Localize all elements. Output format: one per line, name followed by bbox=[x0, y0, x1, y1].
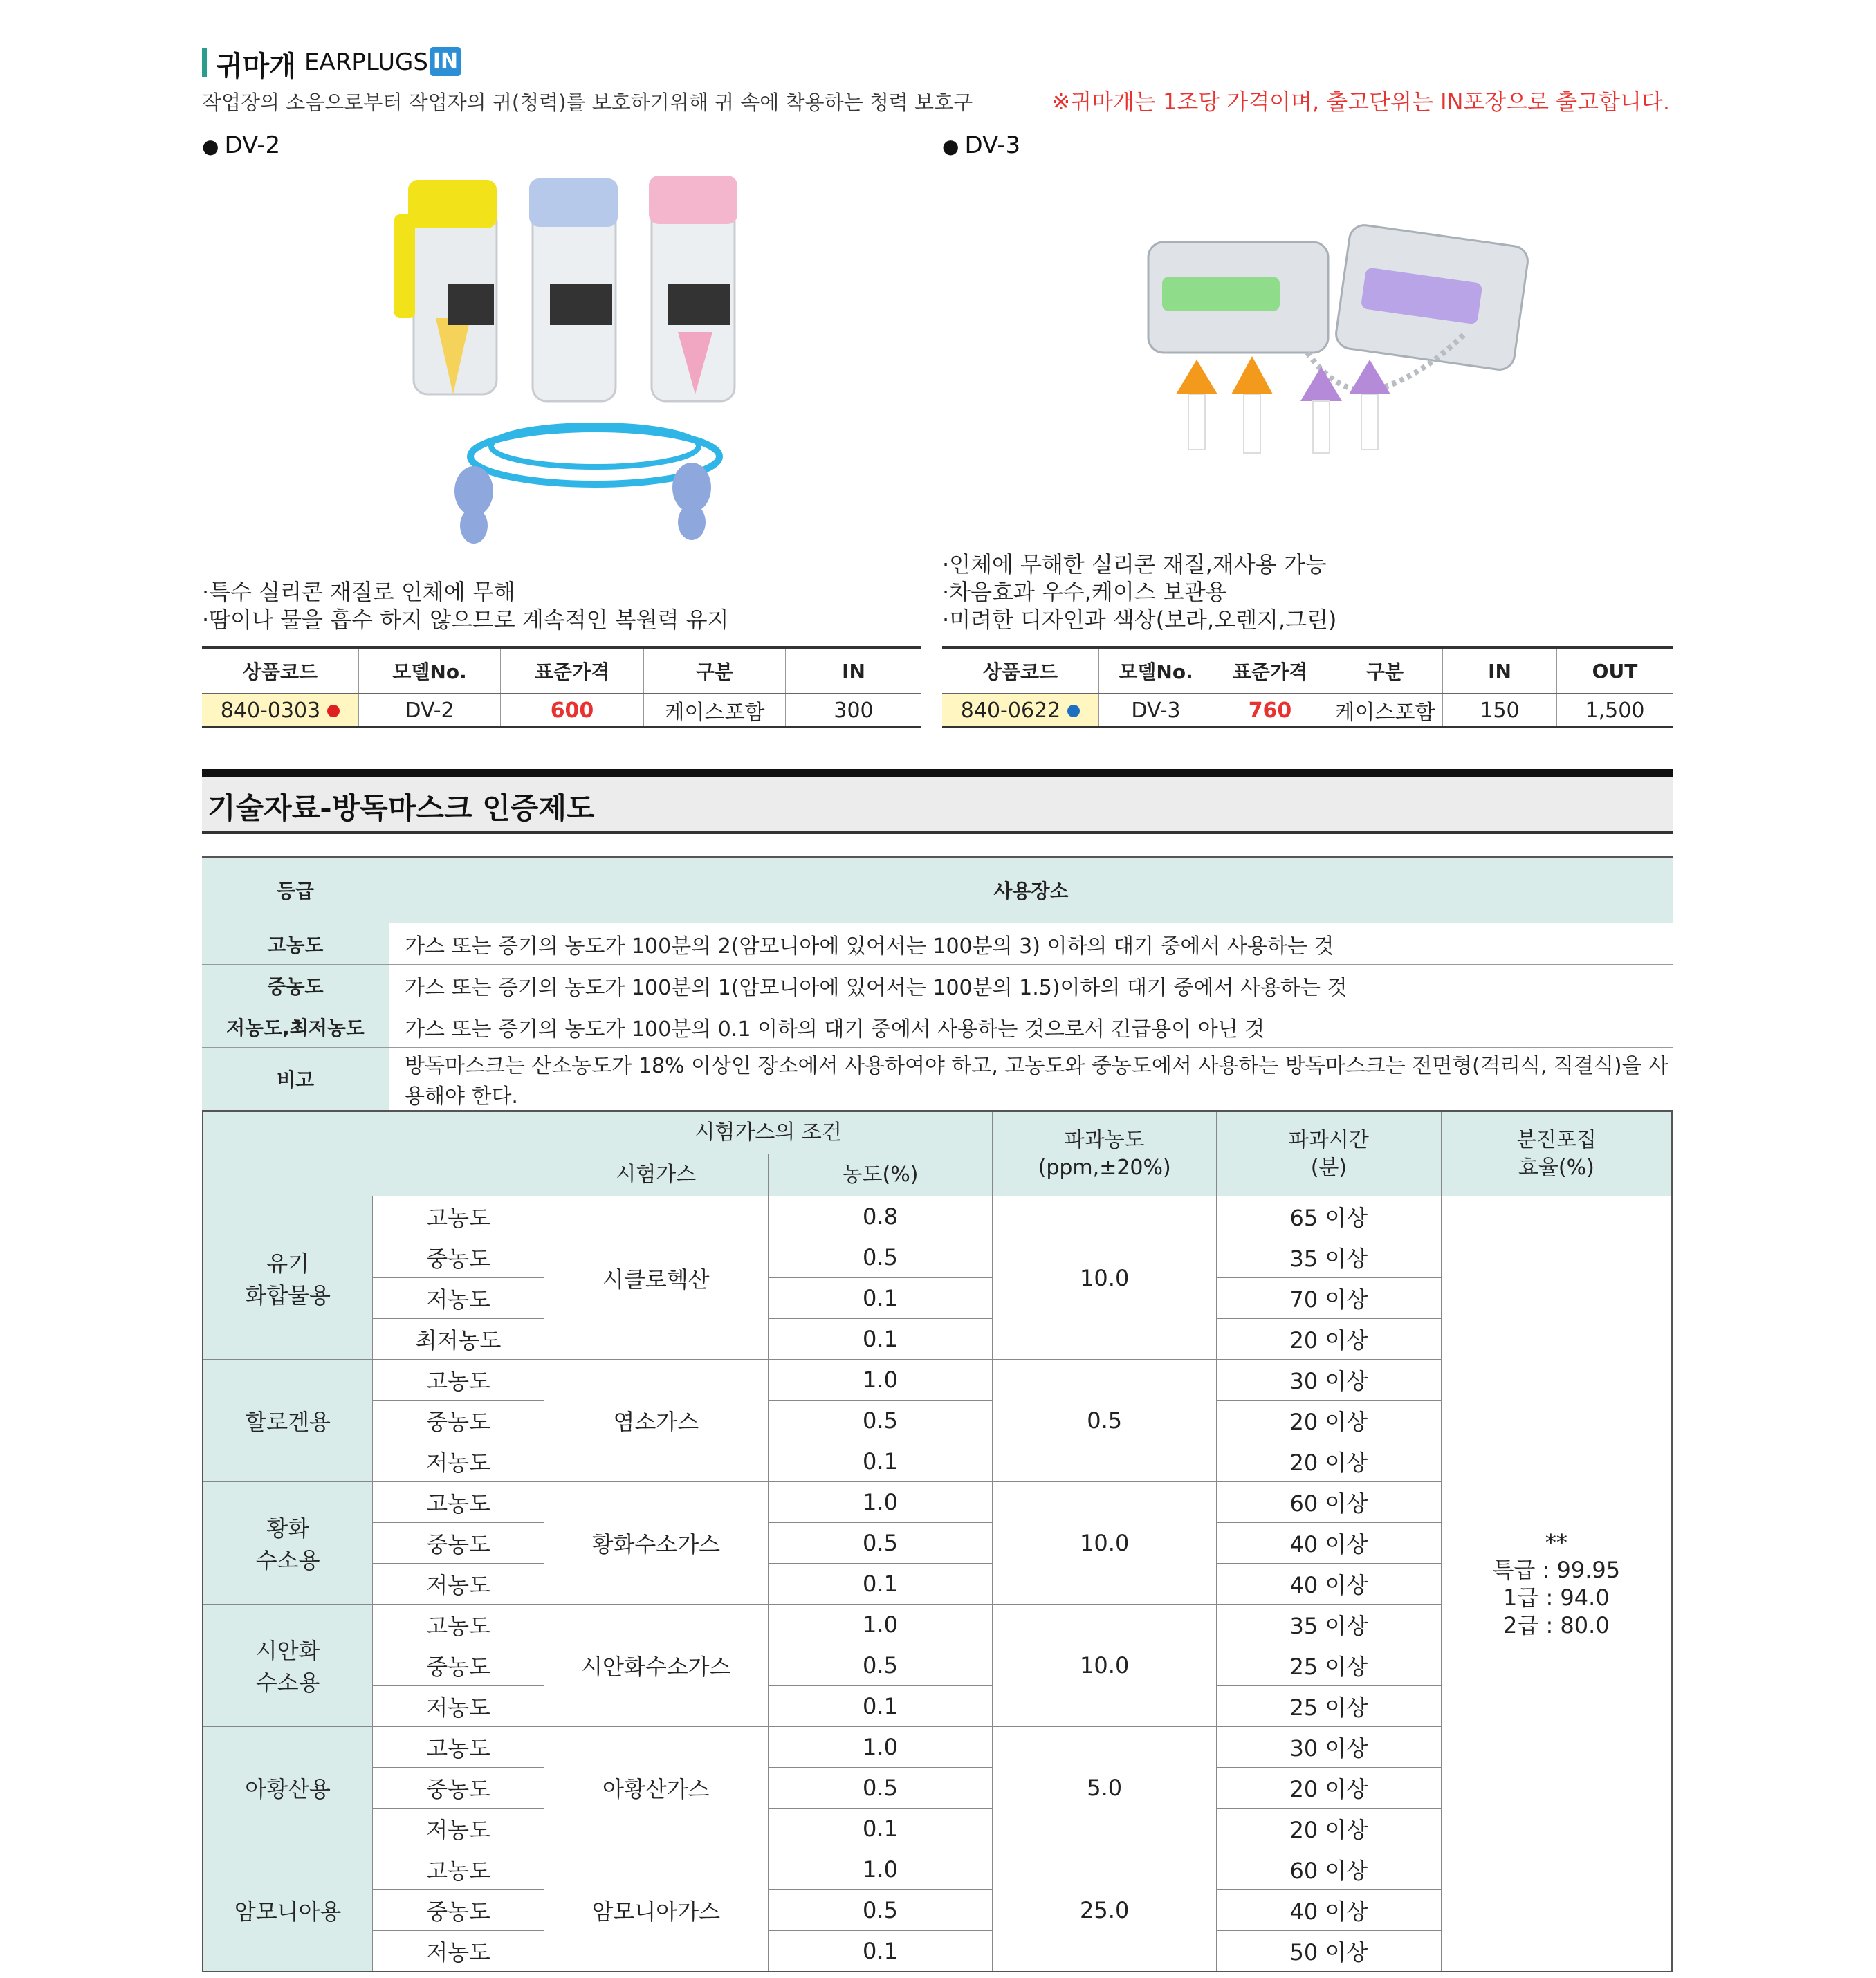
time-cell: 70 이상 bbox=[1217, 1278, 1442, 1319]
table-row bbox=[203, 1196, 1672, 1237]
page-title: 귀마개 bbox=[216, 50, 296, 82]
blue-case-cap bbox=[529, 178, 618, 227]
col-header-usage: 사용장소 bbox=[389, 857, 1673, 923]
time-cell: 20 이상 bbox=[1217, 1768, 1442, 1809]
time-cell: 20 이상 bbox=[1217, 1401, 1442, 1441]
in-cell: 150 bbox=[1443, 694, 1557, 728]
table-row bbox=[202, 1006, 1673, 1048]
conc-cell: 0.1 bbox=[768, 1931, 993, 1972]
conc-cell: 1.0 bbox=[768, 1482, 993, 1523]
col-header: 모델No. bbox=[359, 647, 501, 694]
usage-cell: 가스 또는 증기의 농도가 100분의 0.1 이하의 대기 중에서 사용하는 것으로서 긴급용이 아닌 것 bbox=[389, 1006, 1673, 1048]
time-cell: 65 이상 bbox=[1217, 1196, 1442, 1237]
usage-cell: 방독마스크는 산소농도가 18% 이상인 장소에서 사용하여야 하고, 고농도와 중농도에서 사용하는 방독마스크는 전면형(격리식, 직결식)을 사용해야 한다. bbox=[389, 1048, 1673, 1111]
col-header: OUT bbox=[1557, 647, 1673, 694]
col-header: IN bbox=[1443, 647, 1557, 694]
feature-line: ·인체에 무해한 실리콘 재질,재사용 가능 bbox=[942, 551, 1327, 577]
product-code: 840-0303 bbox=[220, 698, 321, 723]
model-cell: DV-2 bbox=[359, 694, 501, 728]
conc-cell: 0.1 bbox=[768, 1809, 993, 1849]
price-cell: 760 bbox=[1213, 694, 1327, 728]
section-top-bar bbox=[202, 769, 1673, 777]
grade-cell: 저농도,최저농도 bbox=[202, 1006, 389, 1048]
grade-cell: 중농도 bbox=[202, 965, 389, 1006]
level-cell: 고농도 bbox=[373, 1727, 544, 1768]
in-cell: 300 bbox=[786, 694, 922, 728]
conc-cell: 1.0 bbox=[768, 1605, 993, 1645]
bullet-icon: ● bbox=[202, 135, 219, 158]
grade-cell: 고농도 bbox=[202, 923, 389, 965]
grade-table bbox=[202, 856, 1673, 1111]
model-label-text: DV-3 bbox=[964, 131, 1021, 159]
table-row bbox=[202, 694, 921, 728]
time-cell: 60 이상 bbox=[1217, 1482, 1442, 1523]
level-cell: 저농도 bbox=[373, 1564, 544, 1605]
time-cell: 60 이상 bbox=[1217, 1849, 1442, 1890]
gas-cell: 시안화수소가스 bbox=[544, 1605, 768, 1727]
out-cell: 1,500 bbox=[1557, 694, 1673, 728]
level-cell: 중농도 bbox=[373, 1401, 544, 1441]
level-cell: 중농도 bbox=[373, 1645, 544, 1686]
col-header-gas: 시험가스 bbox=[544, 1154, 768, 1196]
time-cell: 30 이상 bbox=[1217, 1360, 1442, 1401]
usage-cell: 가스 또는 증기의 농도가 100분의 1(암모니아에 있어서는 100분의 1.5)이하의 대기 중에서 사용하는 것 bbox=[389, 965, 1673, 1006]
category-cell: 황화 수소용 bbox=[203, 1482, 373, 1605]
ppm-cell: 10.0 bbox=[993, 1482, 1217, 1605]
test-gas-table bbox=[202, 1111, 1673, 1972]
ppm-cell: 0.5 bbox=[993, 1360, 1217, 1482]
conc-cell: 0.5 bbox=[768, 1645, 993, 1686]
level-cell: 중농도 bbox=[373, 1768, 544, 1809]
dv3-features bbox=[942, 551, 1336, 634]
table-row bbox=[202, 965, 1673, 1006]
col-header: 구분 bbox=[1327, 647, 1443, 694]
conc-cell: 0.5 bbox=[768, 1768, 993, 1809]
conc-cell: 0.1 bbox=[768, 1441, 993, 1482]
category-cell: 암모니아용 bbox=[203, 1849, 373, 1972]
time-cell: 20 이상 bbox=[1217, 1809, 1442, 1849]
category-cell: 유기 화합물용 bbox=[203, 1196, 373, 1360]
time-cell: 40 이상 bbox=[1217, 1523, 1442, 1564]
dust-efficiency-cell: ** 특급 : 99.95 1급 : 94.0 2급 : 80.0 bbox=[1441, 1196, 1672, 1972]
time-cell: 35 이상 bbox=[1217, 1237, 1442, 1278]
time-cell: 20 이상 bbox=[1217, 1319, 1442, 1360]
in-badge: IN bbox=[430, 47, 461, 76]
level-cell: 저농도 bbox=[373, 1931, 544, 1972]
gas-cell: 시클로헥산 bbox=[544, 1196, 768, 1360]
level-cell: 최저농도 bbox=[373, 1319, 544, 1360]
col-header: 구분 bbox=[644, 647, 786, 694]
table-row bbox=[942, 694, 1673, 728]
conc-cell: 0.5 bbox=[768, 1890, 993, 1931]
product-code: 840-0622 bbox=[960, 698, 1061, 723]
yellow-case-cap bbox=[408, 180, 497, 228]
yellow-case-label bbox=[448, 284, 494, 325]
blue-dot-icon bbox=[1067, 705, 1080, 717]
col-header: 표준가격 bbox=[501, 647, 644, 694]
level-cell: 고농도 bbox=[373, 1360, 544, 1401]
category-cell: 아황산용 bbox=[203, 1727, 373, 1849]
level-cell: 고농도 bbox=[373, 1482, 544, 1523]
col-header: IN bbox=[786, 647, 922, 694]
gas-cell: 아황산가스 bbox=[544, 1727, 768, 1849]
ppm-cell: 10.0 bbox=[993, 1605, 1217, 1727]
level-cell: 중농도 bbox=[373, 1890, 544, 1931]
red-dot-icon bbox=[327, 705, 340, 717]
col-header-condition: 시험가스의 조건 bbox=[544, 1111, 992, 1154]
level-cell: 고농도 bbox=[373, 1849, 544, 1890]
product-code-cell bbox=[202, 694, 359, 728]
model-cell: DV-3 bbox=[1099, 694, 1213, 728]
ppm-cell: 5.0 bbox=[993, 1727, 1217, 1849]
table-row bbox=[202, 1048, 1673, 1111]
feature-line: ·차음효과 우수,케이스 보관용 bbox=[942, 579, 1227, 605]
conc-cell: 0.5 bbox=[768, 1523, 993, 1564]
level-cell: 중농도 bbox=[373, 1523, 544, 1564]
dv3-product-photo bbox=[1134, 221, 1563, 498]
dv2-product-photo bbox=[394, 166, 754, 553]
bullet-icon: ● bbox=[942, 135, 959, 158]
dv3-product-table bbox=[942, 646, 1673, 728]
col-header: 표준가격 bbox=[1213, 647, 1327, 694]
product-code-cell bbox=[942, 694, 1099, 728]
col-header-breakthrough-conc: 파과농도 (ppm,±20%) bbox=[993, 1111, 1217, 1196]
conc-cell: 0.5 bbox=[768, 1401, 993, 1441]
model-label-dv3 bbox=[942, 131, 1020, 159]
level-cell: 저농도 bbox=[373, 1441, 544, 1482]
gas-cell: 암모니아가스 bbox=[544, 1849, 768, 1972]
conc-cell: 0.5 bbox=[768, 1237, 993, 1278]
table-row bbox=[202, 923, 1673, 965]
level-cell: 저농도 bbox=[373, 1809, 544, 1849]
conc-cell: 0.1 bbox=[768, 1686, 993, 1727]
page-subtitle: 작업장의 소음으로부터 작업자의 귀(청력)를 보호하기위해 귀 속에 착용하는 청력 보호구 bbox=[202, 91, 973, 114]
section-title: 기술자료-방독마스크 인증제도 bbox=[208, 791, 595, 825]
time-cell: 40 이상 bbox=[1217, 1890, 1442, 1931]
type-cell: 케이스포함 bbox=[644, 694, 786, 728]
yellow-case-clip bbox=[394, 214, 415, 318]
grade-cell: 비고 bbox=[202, 1048, 389, 1111]
feature-line: ·미려한 디자인과 색상(보라,오렌지,그린) bbox=[942, 607, 1337, 633]
blue-case-label bbox=[550, 284, 612, 325]
feature-line: ·특수 실리콘 재질로 인체에 무해 bbox=[202, 579, 515, 605]
ppm-cell: 10.0 bbox=[993, 1196, 1217, 1360]
orange-earplug-2 bbox=[1231, 356, 1273, 394]
level-cell: 중농도 bbox=[373, 1237, 544, 1278]
level-cell: 고농도 bbox=[373, 1605, 544, 1645]
conc-cell: 1.0 bbox=[768, 1849, 993, 1890]
level-cell: 저농도 bbox=[373, 1278, 544, 1319]
conc-cell: 0.1 bbox=[768, 1278, 993, 1319]
corner-header bbox=[203, 1111, 544, 1196]
conc-cell: 1.0 bbox=[768, 1727, 993, 1768]
model-label-dv2 bbox=[202, 131, 280, 159]
col-header: 상품코드 bbox=[202, 647, 359, 694]
time-cell: 25 이상 bbox=[1217, 1645, 1442, 1686]
usage-cell: 가스 또는 증기의 농도가 100분의 2(암모니아에 있어서는 100분의 3) 이하의 대기 중에서 사용하는 것 bbox=[389, 923, 1673, 965]
dv2-features bbox=[202, 578, 728, 634]
feature-line: ·땀이나 물을 흡수 하지 않으므로 계속적인 복원력 유지 bbox=[202, 607, 729, 633]
conc-cell: 0.1 bbox=[768, 1319, 993, 1360]
title-accent-bar bbox=[202, 48, 207, 77]
conc-cell: 0.1 bbox=[768, 1564, 993, 1605]
level-cell: 고농도 bbox=[373, 1196, 544, 1237]
pink-case-label bbox=[668, 284, 730, 325]
time-cell: 25 이상 bbox=[1217, 1686, 1442, 1727]
col-header-dust: 분진포집 효율(%) bbox=[1441, 1111, 1672, 1196]
time-cell: 20 이상 bbox=[1217, 1441, 1442, 1482]
model-label-text: DV-2 bbox=[224, 131, 281, 159]
category-cell: 시안화 수소용 bbox=[203, 1605, 373, 1727]
col-header-conc: 농도(%) bbox=[768, 1154, 993, 1196]
col-header: 모델No. bbox=[1099, 647, 1213, 694]
col-header: 상품코드 bbox=[942, 647, 1099, 694]
purple-earplug-2 bbox=[1349, 360, 1390, 394]
ppm-cell: 25.0 bbox=[993, 1849, 1217, 1972]
green-earplug-in-case bbox=[1162, 277, 1280, 311]
pink-case-cap bbox=[649, 176, 737, 224]
gas-cell: 염소가스 bbox=[544, 1360, 768, 1482]
type-cell: 케이스포함 bbox=[1327, 694, 1443, 728]
conc-cell: 1.0 bbox=[768, 1360, 993, 1401]
price-notice: ※귀마개는 1조당 가격이며, 출고단위는 IN포장으로 출고합니다. bbox=[1051, 89, 1670, 115]
category-cell: 할로겐용 bbox=[203, 1360, 373, 1482]
page-title-english: EARPLUGS bbox=[304, 48, 428, 76]
dv2-product-table bbox=[202, 646, 921, 728]
time-cell: 35 이상 bbox=[1217, 1605, 1442, 1645]
level-cell: 저농도 bbox=[373, 1686, 544, 1727]
gas-cell: 황화수소가스 bbox=[544, 1482, 768, 1605]
time-cell: 40 이상 bbox=[1217, 1564, 1442, 1605]
conc-cell: 0.8 bbox=[768, 1196, 993, 1237]
orange-earplug-1 bbox=[1176, 360, 1217, 394]
col-header-breakthrough-time: 파과시간 (분) bbox=[1217, 1111, 1442, 1196]
time-cell: 30 이상 bbox=[1217, 1727, 1442, 1768]
col-header-grade: 등급 bbox=[202, 857, 389, 923]
time-cell: 50 이상 bbox=[1217, 1931, 1442, 1972]
price-cell: 600 bbox=[501, 694, 644, 728]
